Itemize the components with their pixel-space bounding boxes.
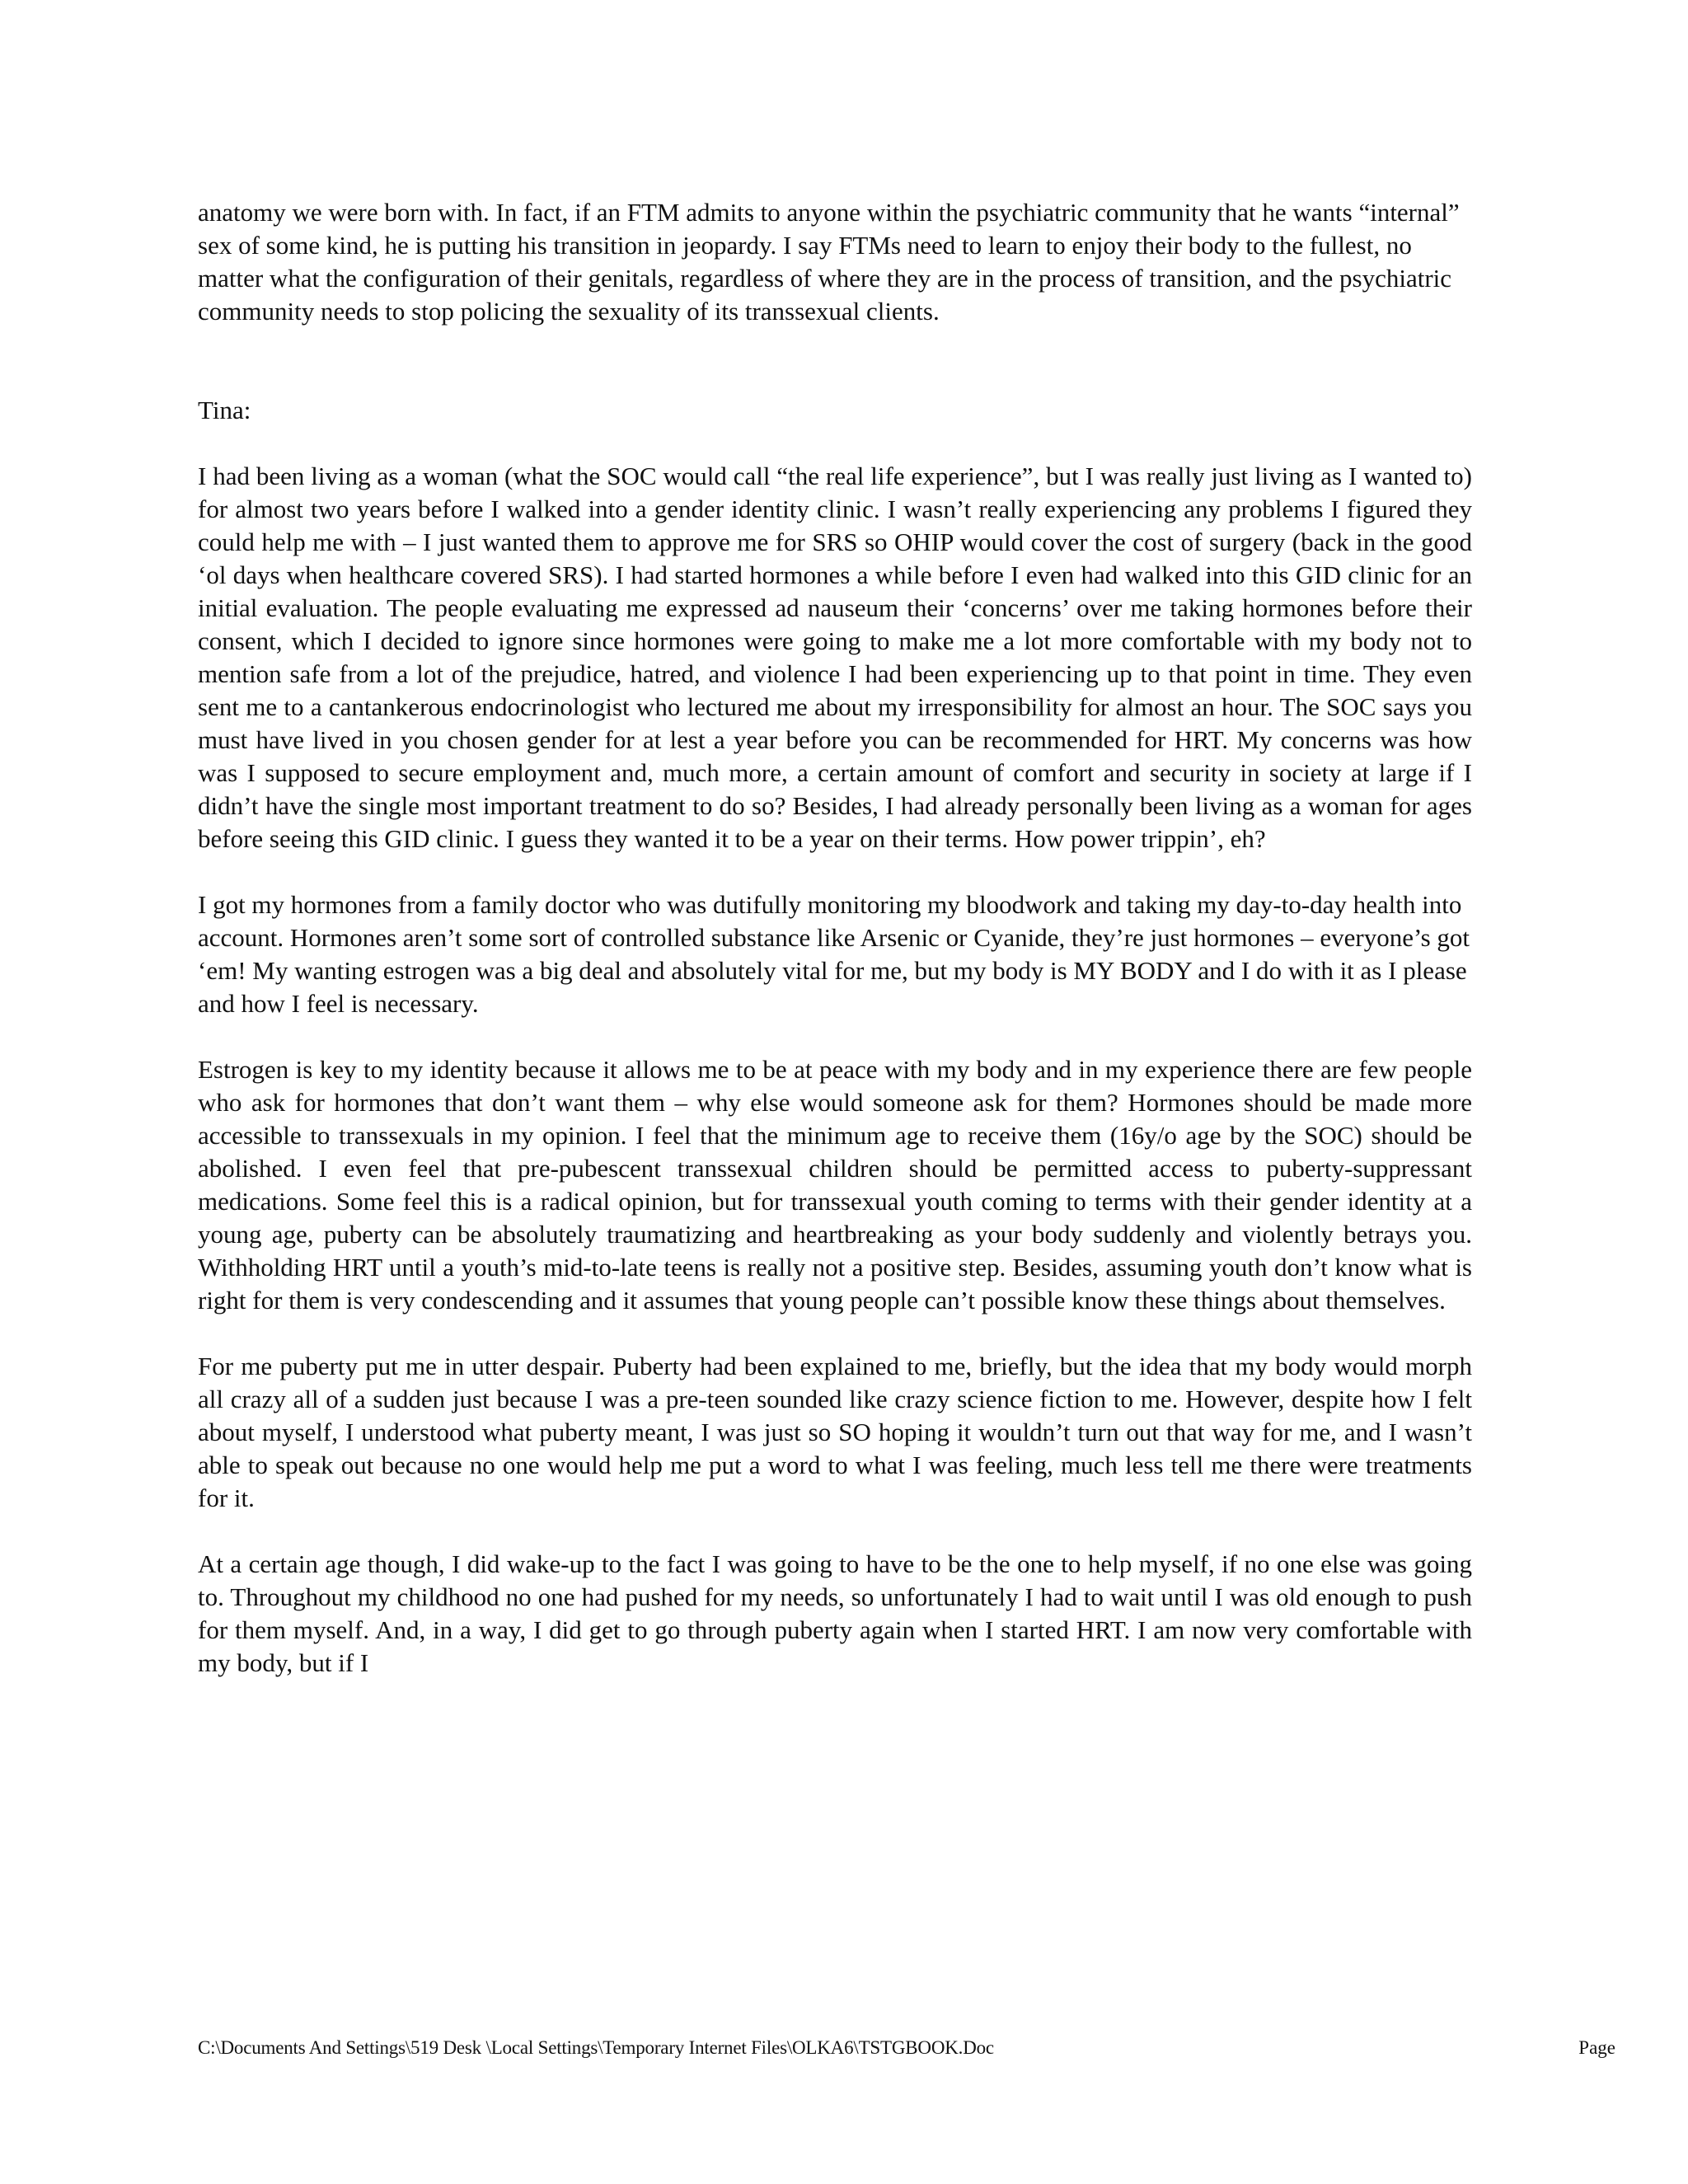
paragraph-4: For me puberty put me in utter despair. Puberty had been explained to me, briefly, but the idea that my body would morph all crazy all of a sudden just because I was a pre-teen sounded like crazy science fiction to me. However, despite how I felt about myself, I understood what puberty meant, I was just so SO hoping it wouldn’t turn out that way for me, and I wasn’t able to speak out because no one would help me put a word to what I was feeling, much less tell me there were treatments for it.: [198, 1352, 1472, 1512]
paragraph-5: At a certain age though, I did wake-up to the fact I was going to have to be the one to help myself, if no one else was going to. Throughout my childhood no one had pushed for my needs, so unfortunately I had to wait until I was old enough to push for them myself. And, in a way, I did get to go through puberty again when I started HRT. I am now very comfortable with my body, but if I: [198, 1549, 1472, 1677]
paragraph-1: I had been living as a woman (what the SOC would call “the real life experience”, but I was really just living as I wanted to) for almost two years before I walked into a gender identity clinic. I wasn’t really experiencing any problems I figured they could help me with – I just wanted them to approve me for SRS so OHIP would cover the cost of surgery (back in the good ‘ol days when healthcare covered SRS). I had started hormones a while before I even had walked into this GID clinic for an initial evaluation. The people evaluating me expressed ad nauseum their ‘concerns’ over me taking hormones before their consent, which I decided to ignore since hormones were going to make me a lot more comfortable with my body not to mention safe from a lot of the prejudice, hatred, and violence I had been experiencing up to that point in time. They even sent me to a cantankerous endocrinologist who lectured me about my irresponsibility for almost an hour. The SOC says you must have lived in you chosen gender for at lest a year before you can be recommended for HRT. My concerns was how was I supposed to secure employment and, much more, a certain amount of comfort and security in society at large if I didn’t have the single most important treatment to do so? Besides, I had already personally been living as a woman for ages before seeing this GID clinic. I guess they wanted it to be a year on their terms. How power trippin’, eh?: [198, 462, 1472, 853]
paragraph-3: Estrogen is key to my identity because it allows me to be at peace with my body and in my experience there are few people who ask for hormones that don’t want them – why else would someone ask for them? Hormones should be made more accessible to transsexuals in my opinion. I feel that the minimum age to receive them (16y/o age by the SOC) should be abolished. I even feel that pre-pubescent transsexual children should be permitted access to puberty-suppressant medications. Some feel this is a radical opinion, but for transsexual youth coming to terms with their gender identity at a young age, puberty can be absolutely traumatizing and heartbreaking as your body suddenly and violently betrays you. Withholding HRT until a youth’s mid-to-late teens is really not a positive step. Besides, assuming youth don’t know what is right for them is very condescending and it assumes that young people can’t possible know these things about themselves.: [198, 1055, 1472, 1315]
footer-file-path: C:\Documents And Settings\519 Desk \Local Settings\Temporary Internet Files\OLKA6\TSTGBOOK.Doc: [198, 2037, 994, 2058]
paragraph-2: I got my hormones from a family doctor who was dutifully monitoring my bloodwork and taking my day-to-day health into account. Hormones aren’t some sort of controlled substance like Arsenic or Cyanide, they’re just hormones – everyone’s got ‘em! My wanting estrogen was a big deal and absolutely vital for me, but my body is MY BODY and I do with it as I please and how I feel is necessary.: [198, 890, 1470, 1018]
intro-paragraph: anatomy we were born with. In fact, if an FTM admits to anyone within the psychiatric community that he wants “internal” sex of some kind, he is putting his transition in jeopardy. I say FTMs need to learn to enjoy their body to the fullest, no matter what the configuration of their genitals, regardless of where they are in the process of transition, and the psychiatric community needs to stop policing the sexuality of its transsexual clients.: [198, 198, 1460, 326]
page-footer: [198, 2036, 1615, 2064]
footer-page-label: Page: [1578, 2037, 1615, 2058]
document-body: [198, 196, 1472, 1680]
speaker-label: Tina:: [198, 396, 251, 424]
